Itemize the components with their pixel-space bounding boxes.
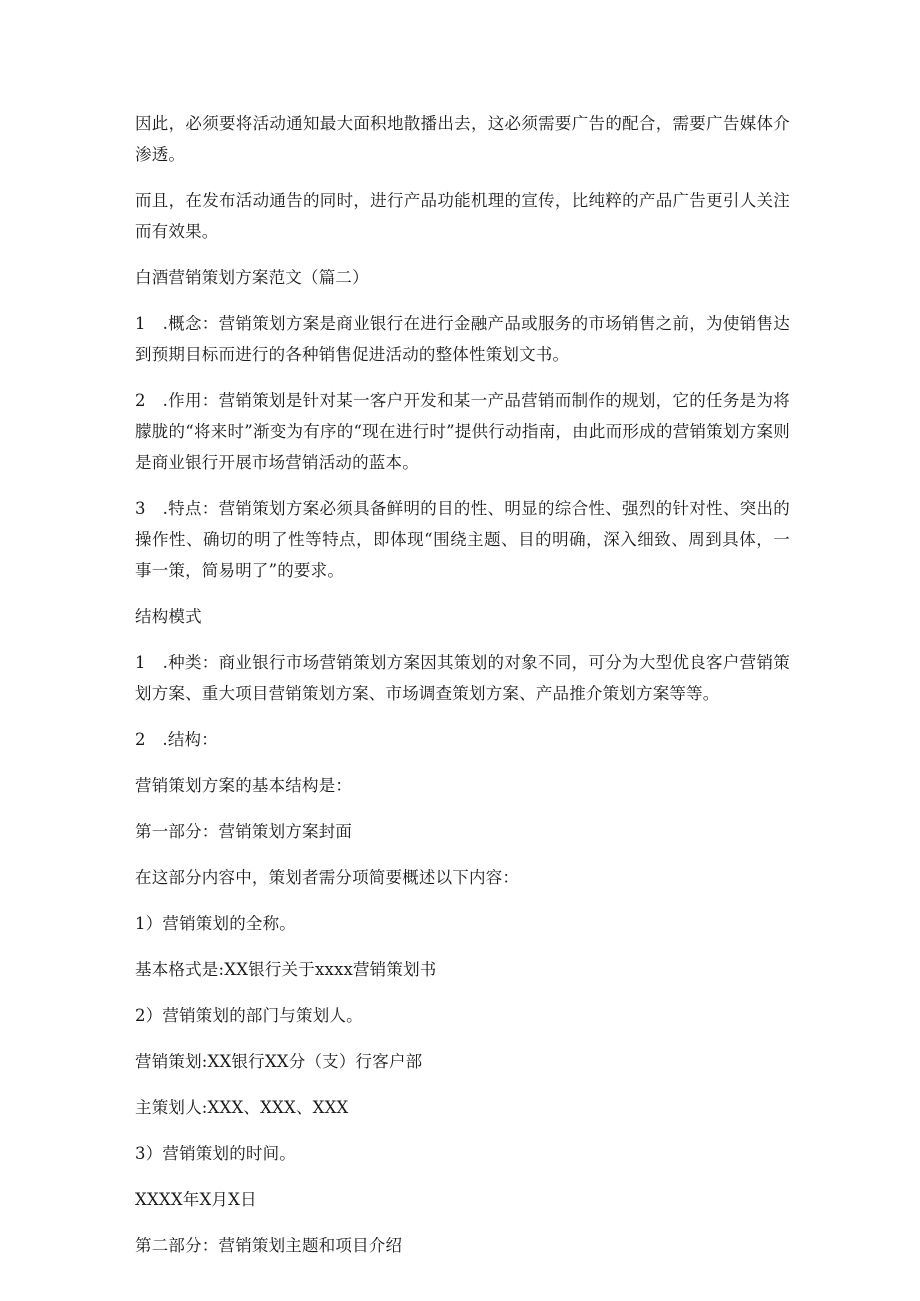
paragraph-part-two: 第二部分：营销策划主题和项目介绍 (135, 1236, 403, 1255)
paragraph-basic-format: 基本格式是:XX银行关于xxxx营销策划书 (135, 960, 437, 979)
paragraph-date: XXXX年X月X日 (135, 1190, 257, 1209)
document-body (135, 108, 790, 1276)
paragraph-part-one: 第一部分：营销策划方案封面 (135, 822, 353, 841)
paragraph-2: 而且，在发布活动通告的同时，进行产品功能机理的宣传，比纯粹的产品广告更引人关注而有效果。 (135, 191, 790, 241)
paragraph-planners: 主策划人:XXX、XXX、XXX (135, 1098, 349, 1117)
list-item-time: 3）营销策划的时间。 (135, 1144, 296, 1163)
paragraph-function: 2 .作用：营销策划是针对某一客户开发和某一产品营销而制作的规划，它的任务是为将朦胧的“将来时”渐变为有序的“现在进行时”提供行动指南，由此而形成的营销策划方案则是商业银行开展市场营销活动的蓝本。 (135, 391, 790, 472)
paragraph-features: 3 .特点：营销策划方案必须具备鲜明的目的性、明显的综合性、强烈的针对性、突出的操作性、确切的明了性等特点，即体现“围绕主题、目的明确，深入细致、周到具体，一事一策，简易明了”的要求。 (135, 499, 790, 580)
paragraph-types: 1 .种类：商业银行市场营销策划方案因其策划的对象不同，可分为大型优良客户营销策划方案、重大项目营销策划方案、市场调查策划方案、产品推介策划方案等等。 (135, 653, 790, 703)
paragraph-concept: 1 .概念：营销策划方案是商业银行在进行金融产品或服务的市场销售之前，为使销售达到预期目标而进行的各种销售促进活动的整体性策划文书。 (135, 314, 790, 364)
list-item-full-name: 1）营销策划的全称。 (135, 914, 296, 933)
paragraph-structure: 2 .结构： (135, 730, 218, 749)
section-heading: 白酒营销策划方案范文（篇二） (135, 268, 369, 287)
paragraph-part-one-desc: 在这部分内容中，策划者需分项简要概述以下内容： (135, 868, 520, 887)
paragraph-basic-structure: 营销策划方案的基本结构是： (135, 776, 353, 795)
subheading-structure-mode: 结构模式 (135, 607, 202, 626)
paragraph-planning-dept: 营销策划:XX银行XX分（支）行客户部 (135, 1052, 423, 1071)
list-item-department: 2）营销策划的部门与策划人。 (135, 1006, 363, 1025)
paragraph-1: 因此，必须要将活动通知最大面积地散播出去，这必须需要广告的配合，需要广告媒体介渗透。 (135, 114, 790, 164)
